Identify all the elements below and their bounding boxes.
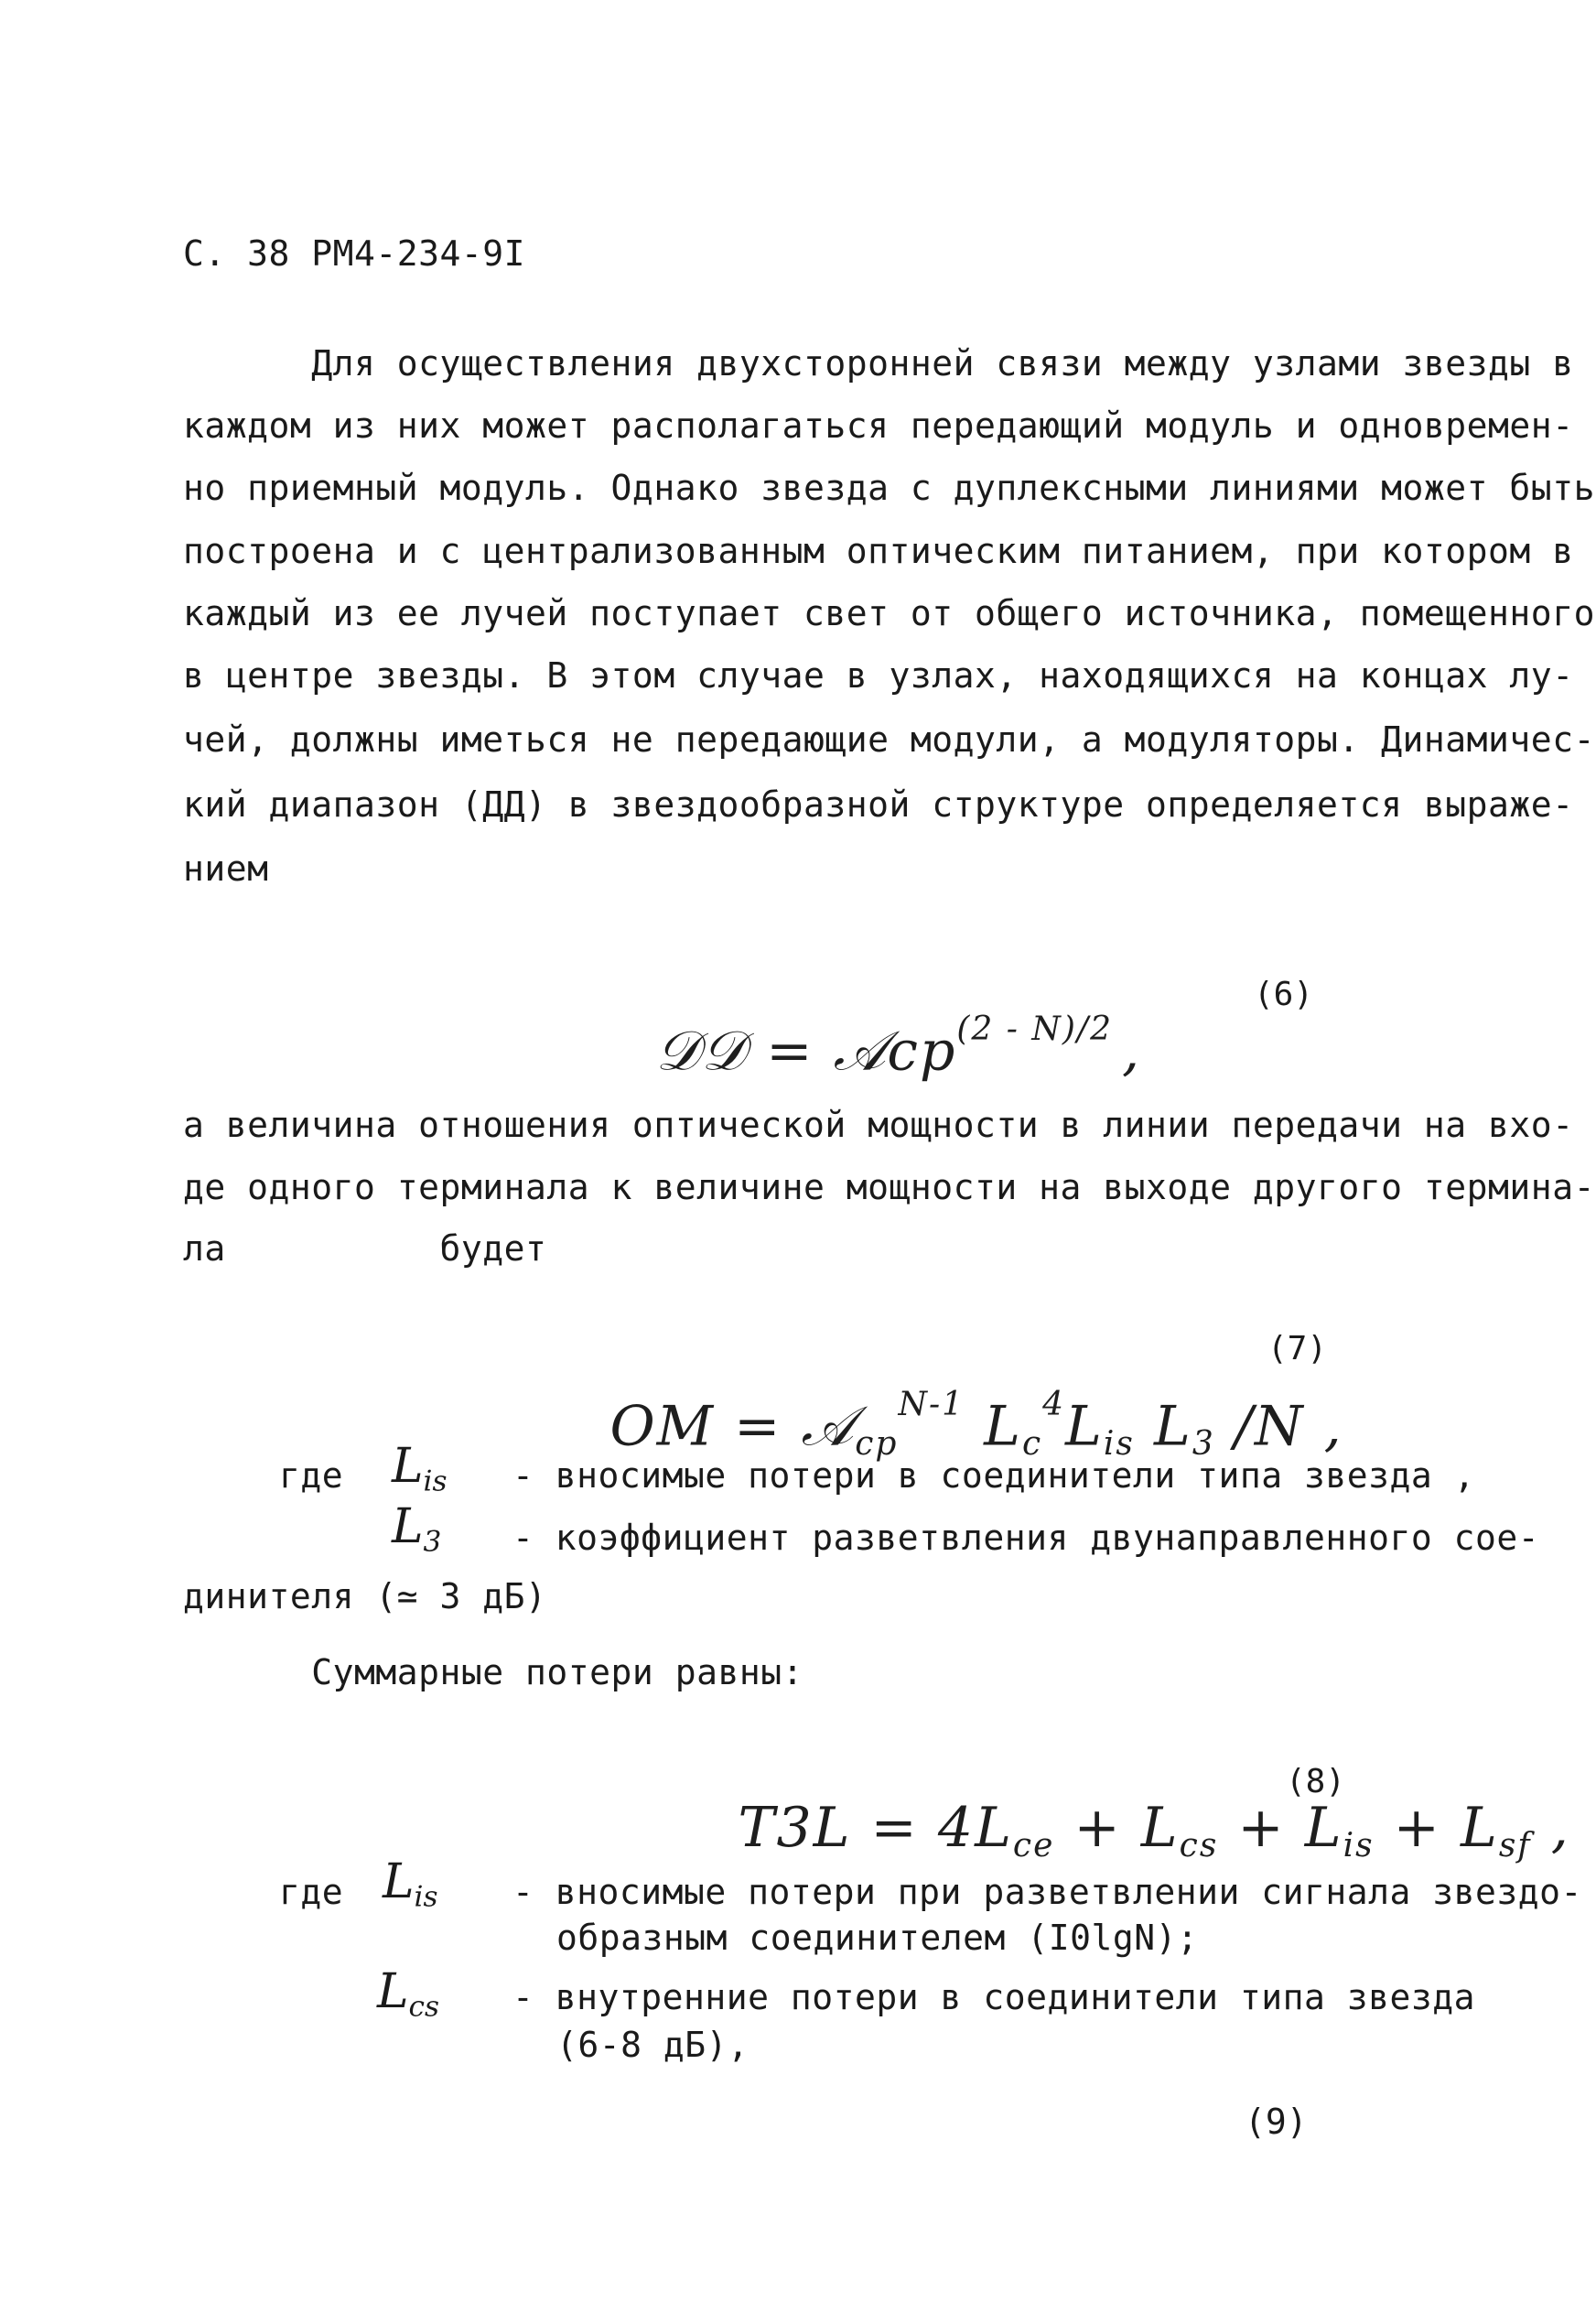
where-label: где: [279, 1455, 344, 1496]
symbol-letter: L: [392, 1499, 424, 1554]
eq7-part: /N ,: [1214, 1394, 1343, 1459]
eq7-part: L: [1065, 1394, 1104, 1459]
text-line: в центре звезды. В этом случае в узлах, находящихся на концах лу-: [183, 655, 1574, 696]
eq8-part: ,: [1531, 1796, 1570, 1860]
eq7-sub: 3: [1192, 1425, 1215, 1464]
eq7-part: L: [1134, 1394, 1192, 1459]
symbol-letter: L: [377, 1964, 409, 2019]
eq7-sub: cp: [855, 1425, 899, 1464]
text-line: построена и с централизованным оптическим питанием, при котором в: [183, 531, 1574, 571]
eq8-part: + L: [1218, 1796, 1343, 1860]
definition-text: - вносимые потери в соединители типа звезда ,: [512, 1455, 1476, 1496]
equation-7-formula: [494, 1309, 1343, 1540]
sum-title: Суммарные потери равны:: [183, 1652, 803, 1692]
eq8-part: + L: [1374, 1796, 1499, 1860]
page-header: С. 38 РМ4-234-9I: [183, 233, 526, 274]
text-line: кий диапазон (ДД) в звездообразной структуре определяется выраже-: [183, 784, 1574, 825]
equation-6-number: (6): [1254, 976, 1314, 1013]
text-line: ла будет: [183, 1228, 547, 1269]
equation-6-lhs: 𝒟𝒟 = 𝒜cp: [655, 1019, 957, 1084]
equation-6-exponent: (2 - N)/2: [956, 1011, 1113, 1048]
definition-text: - внутренние потери в соединители типа звезда: [512, 1977, 1476, 2017]
equation-6-comma: ,: [1121, 1019, 1142, 1084]
text-line: нием: [183, 848, 269, 889]
eq8-part: + L: [1054, 1796, 1180, 1860]
text-line: но приемный модуль. Однако звезда с дуплексными линиями может быть: [183, 468, 1595, 508]
definition-text: - коэффициент разветвления двунаправленного сое-: [512, 1518, 1540, 1558]
definition-text-cont: (6-8 дБ),: [556, 2025, 749, 2065]
symbol-sub: is: [414, 1880, 438, 1914]
equation-9-number: (9): [1245, 2102, 1308, 2142]
eq7-part: L: [965, 1394, 1022, 1459]
eq8-sub: ce: [1012, 1826, 1055, 1864]
symbol-L-3: [392, 1501, 441, 1567]
definition-continuation: динителя (≃ 3 дБ): [183, 1576, 547, 1616]
where-label: где: [279, 1872, 344, 1912]
symbol-sub: cs: [408, 1990, 440, 2024]
text-line: де одного терминала к величине мощности на выходе другого термина-: [183, 1167, 1595, 1207]
eq8-part: T3L = 4L: [738, 1796, 1013, 1860]
equation-8-number: (8): [1286, 1763, 1346, 1800]
symbol-L-is: [383, 1856, 438, 1922]
text-line: чей, должны иметься не передающие модули, а модуляторы. Динамичес-: [183, 719, 1595, 760]
eq7-sup: N-1: [898, 1386, 965, 1423]
eq8-sub: cs: [1179, 1826, 1219, 1864]
eq7-sub: is: [1103, 1425, 1135, 1464]
text-line: Для осуществления двухсторонней связи между узлами звезды в: [183, 343, 1574, 384]
eq8-sub: sf: [1498, 1826, 1532, 1864]
definition-text: - вносимые потери при разветвлении сигнала звездо-: [512, 1872, 1582, 1912]
eq7-sub: c: [1021, 1425, 1043, 1464]
text-line: а величина отношения оптической мощности в линии передачи на вхо-: [183, 1105, 1574, 1145]
eq7-sup: 4: [1042, 1386, 1066, 1423]
symbol-letter: L: [383, 1854, 415, 1909]
symbol-letter: L: [392, 1439, 424, 1494]
symbol-L-is: [392, 1441, 448, 1507]
eq7-part: OM = 𝒜: [609, 1394, 856, 1459]
equation-7-number: (7): [1267, 1330, 1328, 1367]
eq8-sub: is: [1343, 1826, 1375, 1864]
definition-text-cont: образным соединителем (I0lgN);: [556, 1918, 1199, 1958]
symbol-L-cs: [377, 1966, 439, 2032]
symbol-sub: 3: [423, 1525, 442, 1559]
symbol-sub: is: [423, 1464, 448, 1498]
text-line: каждый из ее лучей поступает свет от общего источника, помещенного: [183, 593, 1595, 633]
text-line: каждом из них может располагаться передающий модуль и одновремен-: [183, 405, 1574, 446]
